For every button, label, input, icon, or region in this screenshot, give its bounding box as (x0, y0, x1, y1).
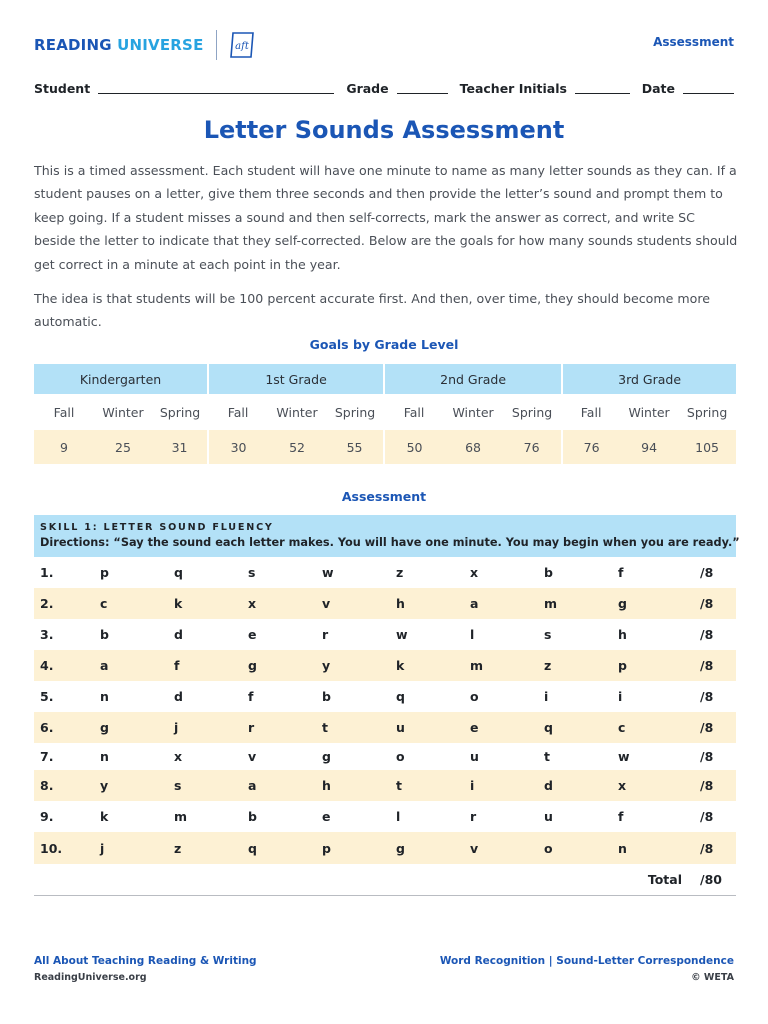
letter-row (34, 712, 736, 743)
row-score-field[interactable]: /8 (694, 588, 736, 619)
letter-cell[interactable]: b (322, 681, 396, 712)
goals-grade-header: Kindergarten (34, 364, 208, 394)
row-number: 2. (34, 588, 100, 619)
letter-row (34, 832, 736, 864)
letter-cell[interactable]: n (100, 681, 174, 712)
footer-copyright: © WETA (691, 972, 734, 983)
grade-field[interactable] (397, 82, 448, 94)
letter-cell[interactable]: u (544, 801, 618, 832)
row-score-field[interactable]: /8 (694, 743, 736, 770)
row-score-field[interactable]: /8 (694, 557, 736, 588)
letter-cell[interactable]: z (544, 650, 618, 681)
letter-cell[interactable]: s (248, 557, 322, 588)
goals-value: 68 (444, 430, 502, 464)
letter-cell[interactable]: t (322, 712, 396, 743)
letter-cell[interactable]: i (618, 681, 694, 712)
letter-cell[interactable]: p (100, 557, 174, 588)
goals-value: 25 (94, 430, 152, 464)
assessment-heading: Assessment (341, 489, 427, 504)
letter-cell[interactable]: v (470, 832, 544, 864)
row-number: 5. (34, 681, 100, 712)
student-info-line (34, 76, 734, 96)
row-number: 4. (34, 650, 100, 681)
letter-cell[interactable]: c (618, 712, 694, 743)
letter-cell[interactable]: f (618, 557, 694, 588)
skill-directions: Directions: “Say the sound each letter makes. You will have one minute. You may begin when you are ready.” (40, 536, 740, 549)
letter-cell[interactable]: d (174, 681, 248, 712)
date-label: Date (641, 81, 675, 96)
skill-directions-box (34, 515, 740, 557)
intro-paragraph: This is a timed assessment. Each student will have one minute to name as many letter sounds as they can. If a student pauses on a letter, give them three seconds and then provide the letter’s sound and prompt them to keep going. If a student misses a sound and then self-corrects, mark the answer as correct, and write SC beside the letter to indicate that they self-corrected. Below are the goals for how many sounds students should get correct in a minute at each point in the year. (34, 163, 738, 272)
goals-term: Spring (334, 404, 376, 420)
page-title: Letter Sounds Assessment (203, 116, 565, 144)
letter-cell[interactable]: x (174, 743, 248, 770)
student-name-field[interactable] (98, 82, 334, 94)
goals-value: 52 (268, 430, 326, 464)
letter-cell[interactable]: t (544, 743, 618, 770)
letter-cell[interactable]: r (470, 801, 544, 832)
goals-term: Winter (102, 404, 144, 420)
letter-cell[interactable]: g (396, 832, 470, 864)
goals-value: 50 (384, 430, 444, 464)
letter-cell[interactable]: u (396, 712, 470, 743)
total-label: Total (34, 864, 694, 894)
row-number: 7. (34, 743, 100, 770)
letter-cell[interactable]: o (544, 832, 618, 864)
goals-grade-header: 3rd Grade (562, 364, 736, 394)
letter-cell[interactable]: x (618, 770, 694, 801)
letter-cell[interactable]: s (544, 619, 618, 650)
letter-cell[interactable]: w (322, 557, 396, 588)
letter-cell[interactable]: o (470, 681, 544, 712)
letter-cell[interactable]: u (470, 743, 544, 770)
letter-row (34, 801, 736, 832)
letters-table (34, 557, 736, 894)
letter-cell[interactable]: x (470, 557, 544, 588)
letter-cell[interactable]: g (618, 588, 694, 619)
goals-value: 30 (208, 430, 268, 464)
goals-value: 94 (620, 430, 678, 464)
letter-cell[interactable]: a (248, 770, 322, 801)
letter-row (34, 588, 736, 619)
letter-cell[interactable]: q (544, 712, 618, 743)
letter-cell[interactable]: h (396, 588, 470, 619)
letter-cell[interactable]: d (544, 770, 618, 801)
reading-universe-logo[interactable] (34, 30, 257, 60)
letter-cell[interactable]: j (174, 712, 248, 743)
letter-cell[interactable]: q (396, 681, 470, 712)
letter-cell[interactable]: f (174, 650, 248, 681)
letter-cell[interactable]: q (174, 557, 248, 588)
letter-cell[interactable]: f (248, 681, 322, 712)
intro-paragraph-2: The idea is that students will be 100 percent accurate first. And then, over time, they should become more automatic. (34, 291, 710, 330)
letter-row (34, 681, 736, 712)
letter-cell[interactable]: c (100, 588, 174, 619)
letter-cell[interactable]: q (248, 832, 322, 864)
goals-term: Fall (227, 404, 249, 420)
letter-row (34, 770, 736, 801)
goals-term: Winter (452, 404, 494, 420)
letter-row (34, 557, 736, 588)
letter-cell[interactable]: r (248, 712, 322, 743)
goals-term: Fall (580, 404, 602, 420)
goals-value: 76 (502, 430, 562, 464)
letter-cell[interactable]: i (544, 681, 618, 712)
grade-label: Grade (346, 81, 389, 96)
goals-value: 76 (562, 430, 620, 464)
teacher-initials-field[interactable] (575, 82, 630, 94)
letter-cell[interactable]: a (470, 588, 544, 619)
assessment-nav-link[interactable]: Assessment (653, 35, 734, 49)
footer-topic: Word Recognition | Sound-Letter Correspondence (439, 955, 734, 967)
footer-site-link[interactable]: ReadingUniverse.org (34, 972, 147, 983)
goals-value: 31 (152, 430, 208, 464)
date-field[interactable] (683, 82, 734, 94)
row-number: 10. (34, 832, 100, 864)
total-score-field[interactable]: /80 (694, 864, 736, 894)
letter-row (34, 650, 736, 681)
row-score-field[interactable]: /8 (694, 801, 736, 832)
letter-cell[interactable]: k (396, 650, 470, 681)
goals-term: Spring (511, 404, 553, 420)
goals-grade-header: 2nd Grade (384, 364, 562, 394)
page-header (34, 26, 734, 60)
aft-logo-icon (227, 31, 257, 59)
letter-cell[interactable]: k (174, 588, 248, 619)
row-score-field[interactable]: /8 (694, 681, 736, 712)
goals-table (34, 364, 736, 464)
row-number: 6. (34, 712, 100, 743)
letter-cell[interactable]: v (322, 588, 396, 619)
goals-value: 105 (678, 430, 736, 464)
row-score-field[interactable]: /8 (694, 619, 736, 650)
letter-cell[interactable]: n (100, 743, 174, 770)
bottom-divider (34, 895, 736, 896)
letter-cell[interactable]: l (470, 619, 544, 650)
letter-cell[interactable]: o (396, 743, 470, 770)
letter-cell[interactable]: e (470, 712, 544, 743)
goals-term: Fall (403, 404, 425, 420)
letter-cell[interactable]: w (618, 743, 694, 770)
letter-cell[interactable]: g (100, 712, 174, 743)
letter-cell[interactable]: g (248, 650, 322, 681)
letter-cell[interactable]: b (544, 557, 618, 588)
letter-cell[interactable]: y (100, 770, 174, 801)
letter-cell[interactable]: h (322, 770, 396, 801)
letter-cell[interactable]: h (618, 619, 694, 650)
letter-cell[interactable]: p (322, 832, 396, 864)
letter-cell[interactable]: v (248, 743, 322, 770)
row-number: 1. (34, 557, 100, 588)
goals-term: Spring (159, 404, 201, 420)
goals-term: Winter (628, 404, 670, 420)
goals-heading: Goals by Grade Level (309, 337, 459, 352)
footer-series-title: All About Teaching Reading & Writing (34, 955, 257, 967)
aft-badge-text: aft (234, 41, 249, 52)
teacher-initials-label: Teacher Initials (459, 81, 567, 96)
row-number: 3. (34, 619, 100, 650)
letter-cell[interactable]: n (618, 832, 694, 864)
letter-cell[interactable]: d (174, 619, 248, 650)
letter-cell[interactable]: i (470, 770, 544, 801)
letter-cell[interactable]: m (470, 650, 544, 681)
logo-divider (216, 30, 217, 60)
letter-cell[interactable]: g (322, 743, 396, 770)
goals-grade-header: 1st Grade (208, 364, 384, 394)
letter-cell[interactable]: k (100, 801, 174, 832)
letter-cell[interactable]: x (248, 588, 322, 619)
letter-cell[interactable]: l (396, 801, 470, 832)
skill-title: SKILL 1: LETTER SOUND FLUENCY (40, 522, 274, 533)
letter-cell[interactable]: b (248, 801, 322, 832)
letter-cell[interactable]: e (322, 801, 396, 832)
goals-term: Spring (686, 404, 728, 420)
row-score-field[interactable]: /8 (694, 770, 736, 801)
row-score-field[interactable]: /8 (694, 650, 736, 681)
goals-value: 55 (326, 430, 384, 464)
letter-cell[interactable]: y (322, 650, 396, 681)
goals-value: 9 (34, 430, 94, 464)
letter-cell[interactable]: j (100, 832, 174, 864)
goals-term: Fall (53, 404, 75, 420)
student-label: Student (34, 81, 91, 96)
letter-cell[interactable]: r (322, 619, 396, 650)
letter-cell[interactable]: t (396, 770, 470, 801)
letter-cell[interactable]: f (618, 801, 694, 832)
letter-cell[interactable]: m (174, 801, 248, 832)
letter-cell[interactable]: z (396, 557, 470, 588)
letter-cell[interactable]: p (618, 650, 694, 681)
row-number: 9. (34, 801, 100, 832)
letter-cell[interactable]: m (544, 588, 618, 619)
letter-cell[interactable]: e (248, 619, 322, 650)
letter-cell[interactable]: a (100, 650, 174, 681)
letter-cell[interactable]: w (396, 619, 470, 650)
letter-row (34, 619, 736, 650)
row-score-field[interactable]: /8 (694, 832, 736, 864)
logo-wordmark: READING UNIVERSE (34, 36, 204, 54)
letter-row (34, 743, 736, 770)
row-number: 8. (34, 770, 100, 801)
goals-term: Winter (276, 404, 318, 420)
letter-cell[interactable]: s (174, 770, 248, 801)
letter-cell[interactable]: b (100, 619, 174, 650)
row-score-field[interactable]: /8 (694, 712, 736, 743)
letter-cell[interactable]: z (174, 832, 248, 864)
